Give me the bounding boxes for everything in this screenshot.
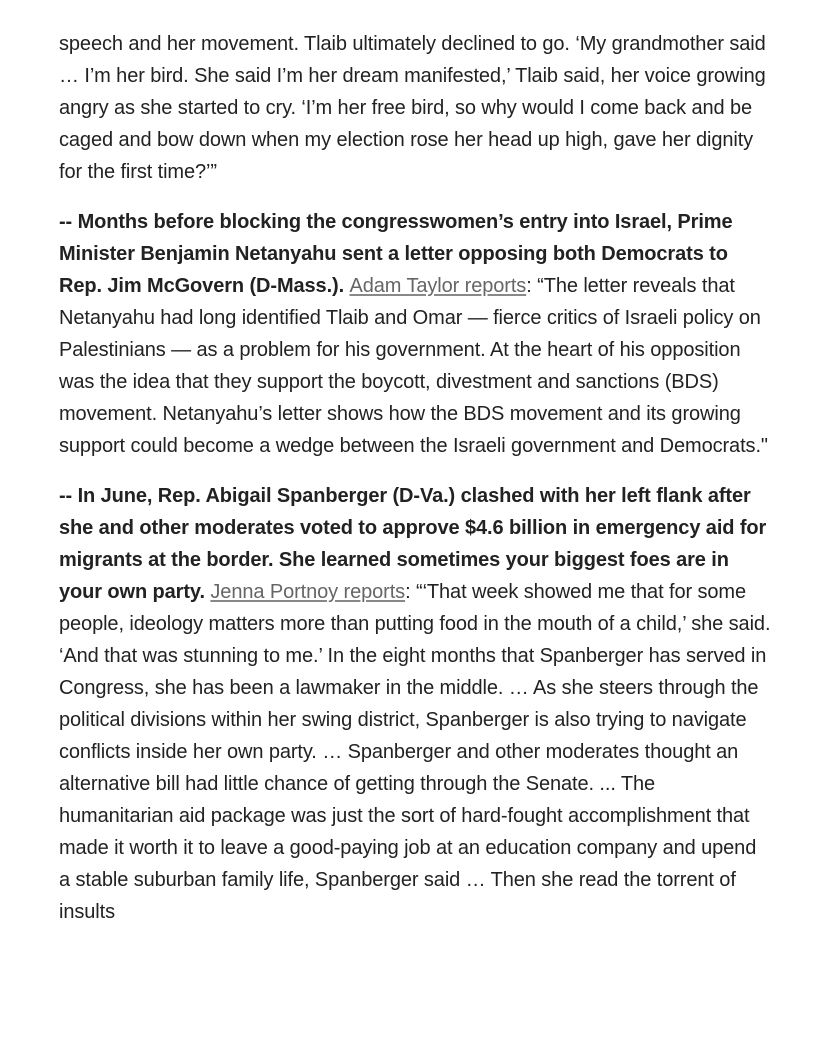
quote-text: speech and her movement. Tlaib ultimately declined to go. ‘My grandmother said … I’m her bird. She said I’m her dream manifested,’ Tlaib said, her voice growing angry as she started to cry. ‘I’m her free bird, so why would I come back and be caged and bow down when my election rose her head up high, gave her dignity for the first time?’” — [59, 33, 766, 183]
jenna-portnoy-reports-link[interactable]: Jenna Portnoy reports — [210, 581, 406, 603]
colon-text: : — [405, 581, 411, 603]
lead-text: -- Months before blocking the congresswomen’s entry into Israel, Prime Minister Benjamin Netanyahu sent a letter opposing both Democrats to Rep. Jim McGovern (D-Mass.). — [59, 211, 733, 297]
lead-text: -- In June, Rep. Abigail Spanberger (D-Va.) clashed with her left flank after she and other moderates voted to approve $4.6 billion in emergency aid for migrants at the border. She learned sometimes your biggest foes are in your own party. — [59, 485, 767, 603]
paragraph-tlaib-quote — [59, 28, 771, 188]
colon-text: : — [526, 275, 532, 297]
quote-text: “The letter reveals that Netanyahu had long identified Tlaib and Omar — fierce critics of Israeli policy on Palestinians — as a problem for his government. At the heart of his opposition was the idea that they support the boycott, divestment and sanctions (BDS) movement. Netanyahu’s letter shows how the BDS movement and its growing support could become a wedge between the Israeli government and Democrats." — [59, 275, 768, 457]
article-body — [59, 28, 771, 946]
quote-text: “‘That week showed me that for some people, ideology matters more than putting food in the mouth of a child,’ she said. ‘And that was stunning to me.’ In the eight months that Spanberger has served in Congress, she has been a lawmaker in the middle. … As she steers through the political divisions within her swing district, Spanberger is also trying to navigate conflicts inside her own party. … Spanberger and other moderates thought an alternative bill had little chance of getting through the Senate. ... The humanitarian aid package was just the sort of hard-fought accomplishment that made it worth it to leave a good-paying job at an education company and upend a stable suburban family life, Spanberger said … Then she read the torrent of insults — [59, 581, 771, 923]
paragraph-spanberger — [59, 480, 771, 928]
adam-taylor-reports-link[interactable]: Adam Taylor reports — [349, 275, 527, 297]
paragraph-netanyahu-letter — [59, 206, 771, 462]
